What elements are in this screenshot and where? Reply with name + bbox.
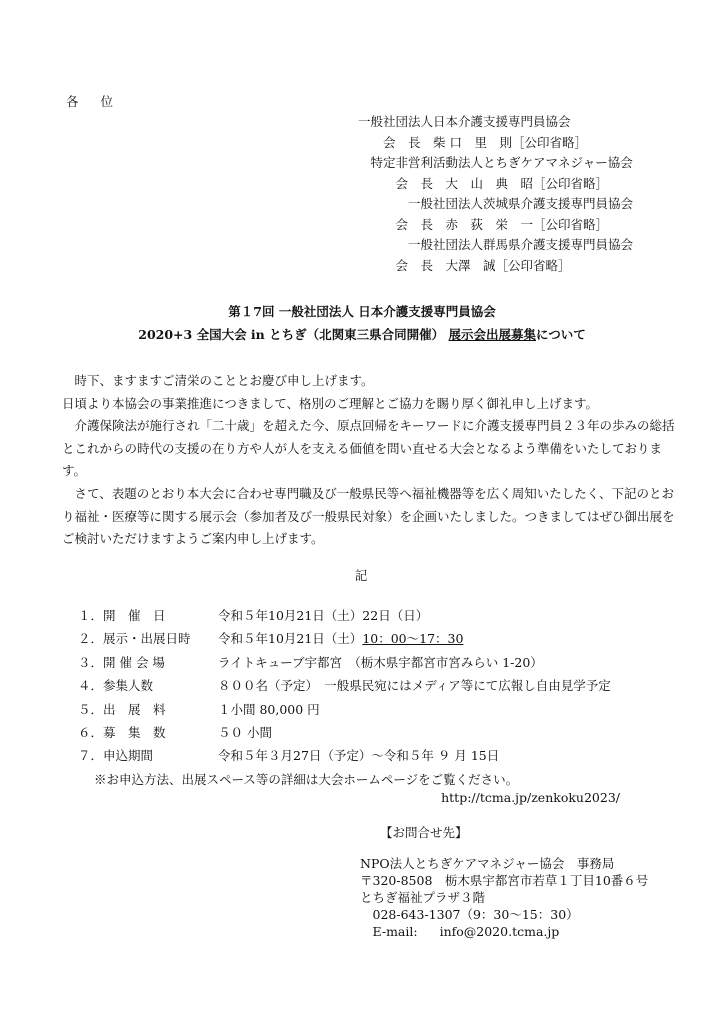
body-paragraph: 介護保険法が施行され「二十歳」を超えた今、原点回帰をキーワードに介護支援専門員２３年の歩みの総括とこれからの時代の支援の在り方や人が人を支える価値を問い直せる大会となるよう準備をいたしております。 [62, 418, 675, 479]
details-list [78, 604, 611, 768]
sender-line: 会 長 赤 荻 栄 一［公印省略］ [358, 216, 609, 232]
detail-value: 令和５年10月21日（土）22日（日） [218, 608, 429, 623]
title-line-2-post: について [535, 327, 586, 342]
sender-line: 一般社団法人日本介護支援専門員協会 [358, 114, 571, 129]
detail-value: ライトキューブ宇都宮 （栃木県宇都宮市宮みらい 1-20） [218, 654, 543, 670]
detail-label: ７．申込期間 [78, 748, 154, 764]
detail-row [78, 674, 611, 697]
sender-line: 会 長 大澤 誠［公印省略］ [358, 257, 571, 273]
detail-value: １小間 80,000 円 [218, 701, 320, 717]
detail-value-underlined: 10：00～17：30 [362, 631, 464, 647]
sender-line: 会 長 大 山 典 昭［公印省略］ [358, 175, 609, 191]
detail-label: ３．開 催 会 場 [78, 654, 165, 670]
title-line-2-pre: 2020+3 全国大会 in とちぎ（北関東三県合同開催） [138, 327, 449, 342]
detail-label: １．開 催 日 [78, 608, 166, 623]
detail-value: ８００名（予定） 一般県民宛にはメディア等にて広報し自由見学予定 [218, 678, 611, 694]
contact-block [360, 824, 648, 940]
sender-line: 一般社団法人群馬県介護支援専門員協会 [358, 237, 634, 252]
contact-email-label: E-mail: [360, 924, 418, 939]
detail-label: ６．募 集 数 [78, 725, 166, 741]
document-title [0, 300, 724, 346]
contact-heading: 【お問合せ先】 [380, 825, 468, 840]
contact-email-row [360, 923, 648, 940]
detail-value: 令和５年３月27日（予定）～令和５年 ９ 月 15日 [218, 748, 500, 764]
title-underlined: 展示会出展募集 [448, 327, 536, 342]
ki-heading: 記 [354, 568, 370, 583]
contact-address-2: とちぎ福祉プラザ３階 [360, 890, 486, 905]
sender-line: 一般社団法人茨城県介護支援専門員協会 [358, 196, 634, 211]
detail-row [78, 604, 611, 627]
contact-org: NPO法人とちぎケアマネジャー協会 事務局 [360, 856, 615, 871]
detail-row [78, 744, 611, 767]
contact-email[interactable]: info@2020.tcma.jp [439, 924, 560, 939]
sender-list [358, 112, 633, 276]
detail-value: 令和５年10月21日（土） [218, 631, 363, 647]
addressee: 各位 [66, 94, 136, 109]
contact-address-1: 〒320-8508 栃木県宇都宮市若草１丁目10番６号 [360, 873, 649, 888]
sender-line: 特定非営利活動法人とちぎケアマネジャー協会 [358, 155, 633, 170]
body-text [62, 370, 682, 551]
detail-row [78, 651, 611, 674]
detail-value: ５０ 小間 [218, 725, 272, 741]
detail-label: ５．出 展 料 [78, 701, 166, 717]
sender-line: 会 長 柴 口 里 則［公印省略］ [358, 134, 587, 150]
contact-phone: 028-643-1307（9：30～15：30） [360, 907, 579, 922]
detail-label: ２．展示・出展日時 [78, 631, 191, 647]
body-paragraph: 日頃より本協会の事業推進につきまして、格別のご理解とご協力を賜り厚く御礼申し上げます。 [62, 395, 599, 411]
title-line-1: 第１7回 一般社団法人 日本介護支援専門員協会 [228, 304, 496, 319]
detail-row [78, 698, 611, 721]
title-line-2 [0, 323, 724, 346]
detail-row [78, 721, 611, 744]
body-paragraph: さて、表題のとおり本大会に合わせ専門職及び一般県民等へ福祉機器等を広く周知いたしたく、下記のとおり福祉・医療等に関する展示会（参加者及び一般県民対象）を企画いたしました。つきましてはぜひ御出展をご検討いただけますようご案内申し上げます。 [62, 485, 675, 547]
application-note: ※お申込方法、出展スペース等の詳細は大会ホームページをご覧ください。 [94, 772, 519, 787]
detail-label: ４．参集人数 [78, 678, 154, 694]
website-link[interactable]: http://tcma.jp/zenkoku2023/ [441, 790, 620, 805]
detail-row [78, 627, 611, 650]
body-paragraph: 時下、ますますご清栄のこととお慶び申し上げます。 [62, 373, 374, 388]
